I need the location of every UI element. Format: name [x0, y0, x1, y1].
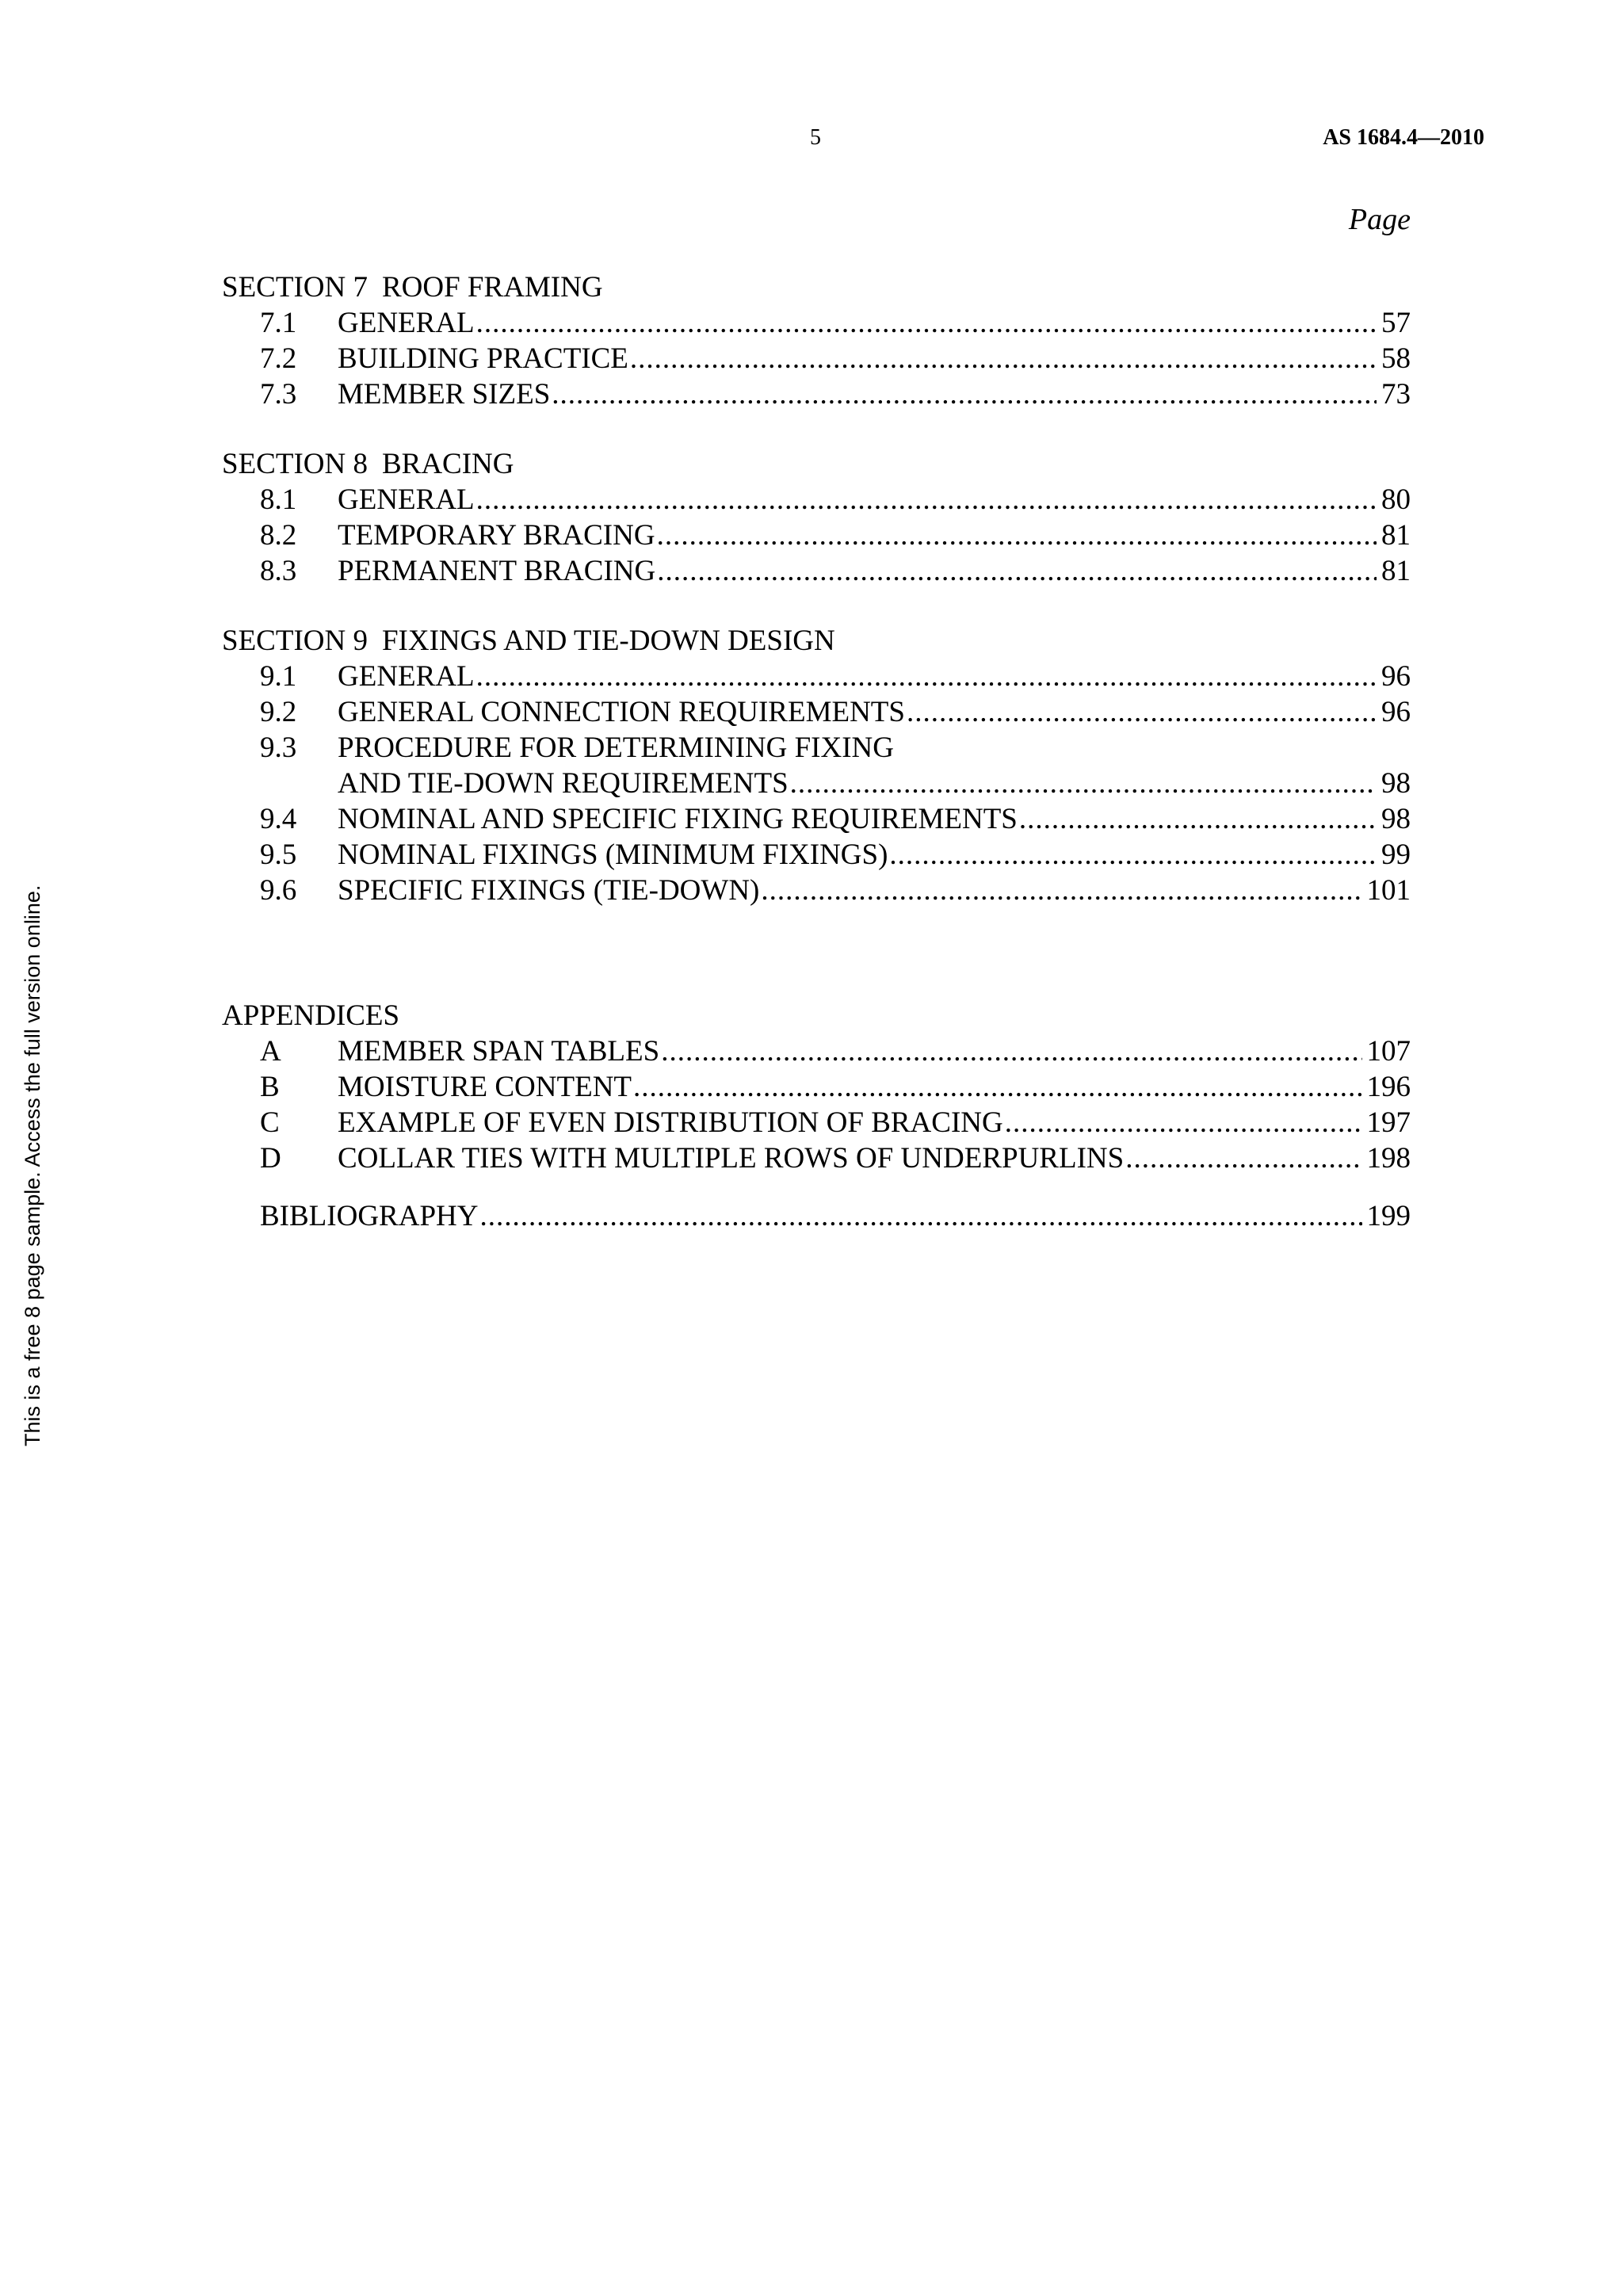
entry-number: 9.3 [260, 732, 297, 764]
entry-title: GENERAL [338, 307, 475, 339]
table-of-contents [222, 269, 1411, 1268]
dot-leader [476, 482, 1377, 518]
entry-page: 57 [1381, 307, 1411, 339]
dot-leader [552, 376, 1377, 412]
entry-number: 7.3 [260, 378, 297, 411]
appendices-heading: APPENDICES [222, 999, 400, 1032]
entry-title: GENERAL CONNECTION REQUIREMENTS [338, 696, 905, 728]
dot-leader [1005, 1105, 1362, 1140]
dot-leader [476, 305, 1377, 341]
entry-number: 9.1 [260, 660, 297, 693]
dot-leader [657, 518, 1377, 553]
dot-leader [657, 553, 1377, 589]
entry-number: 7.2 [260, 342, 297, 375]
entry-number: C [260, 1106, 280, 1139]
page-number: 5 [810, 125, 821, 150]
section-heading [222, 623, 1411, 659]
entry-title: TEMPORARY BRACING [338, 519, 655, 552]
toc-section-9 [222, 623, 1411, 908]
entry-page: 98 [1381, 767, 1411, 800]
dot-leader [476, 659, 1377, 694]
standard-identifier: AS 1684.4—2010 [1323, 125, 1484, 150]
dot-leader [790, 766, 1377, 801]
dot-leader [1125, 1140, 1361, 1176]
dot-leader [889, 837, 1377, 873]
toc-entry[interactable] [222, 730, 1411, 766]
dot-leader [661, 1033, 1361, 1069]
toc-entry[interactable] [222, 341, 1411, 376]
entry-number: D [260, 1142, 281, 1175]
entry-title: BUILDING PRACTICE [338, 342, 628, 375]
toc-entry[interactable] [222, 873, 1411, 908]
entry-number: 9.2 [260, 696, 297, 728]
entry-page: 96 [1381, 660, 1411, 693]
entry-page: 96 [1381, 696, 1411, 728]
entry-page: 198 [1366, 1142, 1411, 1175]
toc-entry[interactable] [222, 694, 1411, 730]
entry-title: GENERAL [338, 660, 475, 693]
entry-title: COLLAR TIES WITH MULTIPLE ROWS OF UNDERPURLINS [338, 1142, 1125, 1175]
dot-leader [479, 1198, 1361, 1234]
entry-title: GENERAL [338, 483, 475, 516]
entry-page: 81 [1381, 555, 1411, 587]
section-heading [222, 446, 1411, 482]
entry-title: PERMANENT BRACING [338, 555, 656, 587]
entry-number: 8.2 [260, 519, 297, 552]
toc-entry-continuation[interactable] [222, 766, 1411, 801]
entry-title: BIBLIOGRAPHY [260, 1200, 479, 1232]
entry-title: MEMBER SIZES [338, 378, 551, 411]
entry-title: MEMBER SPAN TABLES [338, 1035, 660, 1068]
entry-title: NOMINAL FIXINGS (MINIMUM FIXINGS) [338, 839, 888, 871]
section-label: SECTION 9 [222, 625, 368, 657]
entry-page: 98 [1381, 803, 1411, 835]
entry-number: B [260, 1071, 280, 1103]
entry-page: 101 [1366, 874, 1411, 907]
toc-entry[interactable] [222, 1140, 1411, 1176]
dot-leader [630, 341, 1377, 376]
section-label: SECTION 7 [222, 271, 368, 304]
dot-leader [907, 694, 1377, 730]
toc-entry[interactable] [222, 837, 1411, 873]
entry-title: PROCEDURE FOR DETERMINING FIXING [338, 732, 894, 764]
entry-title: SPECIFIC FIXINGS (TIE-DOWN) [338, 874, 760, 907]
section-heading [222, 269, 1411, 305]
entry-page: 80 [1381, 483, 1411, 516]
toc-entry[interactable] [222, 1105, 1411, 1140]
section-label: SECTION 8 [222, 448, 368, 480]
entry-number: A [260, 1035, 281, 1068]
entry-page: 107 [1366, 1035, 1411, 1068]
entry-page: 196 [1366, 1071, 1411, 1103]
toc-entry-bibliography[interactable] [222, 1198, 1411, 1234]
section-title: ROOF FRAMING [381, 271, 603, 304]
entry-page: 81 [1381, 519, 1411, 552]
dot-leader [761, 873, 1361, 908]
dot-leader [633, 1069, 1361, 1105]
entry-title: EXAMPLE OF EVEN DISTRIBUTION OF BRACING [338, 1106, 1003, 1139]
toc-entry[interactable] [222, 482, 1411, 518]
sample-notice: This is a free 8 page sample. Access the full version online. [21, 884, 44, 1446]
toc-entry[interactable] [222, 1033, 1411, 1069]
toc-entry[interactable] [222, 659, 1411, 694]
toc-entry[interactable] [222, 801, 1411, 837]
toc-section-7 [222, 269, 1411, 412]
toc-entry[interactable] [222, 1069, 1411, 1105]
entry-title: MOISTURE CONTENT [338, 1071, 632, 1103]
dot-leader [1019, 801, 1377, 837]
entry-number: 9.6 [260, 874, 297, 907]
section-title: BRACING [381, 448, 514, 480]
entry-title-continued: AND TIE-DOWN REQUIREMENTS [338, 767, 789, 800]
entry-number: 9.5 [260, 839, 297, 871]
entry-page: 73 [1381, 378, 1411, 411]
entry-number: 7.1 [260, 307, 297, 339]
toc-appendices [222, 998, 1411, 1234]
entry-page: 199 [1366, 1200, 1411, 1232]
toc-entry[interactable] [222, 553, 1411, 589]
entry-number: 9.4 [260, 803, 297, 835]
entry-title: NOMINAL AND SPECIFIC FIXING REQUIREMENTS [338, 803, 1018, 835]
entry-number: 8.1 [260, 483, 297, 516]
entry-number: 8.3 [260, 555, 297, 587]
entry-page: 99 [1381, 839, 1411, 871]
toc-section-8 [222, 446, 1411, 589]
page-column-label: Page [1348, 203, 1411, 236]
section-title: FIXINGS AND TIE-DOWN DESIGN [381, 625, 835, 657]
toc-entry[interactable] [222, 305, 1411, 341]
entry-page: 197 [1366, 1106, 1411, 1139]
toc-entry[interactable] [222, 518, 1411, 553]
entry-page: 58 [1381, 342, 1411, 375]
toc-entry[interactable] [222, 376, 1411, 412]
